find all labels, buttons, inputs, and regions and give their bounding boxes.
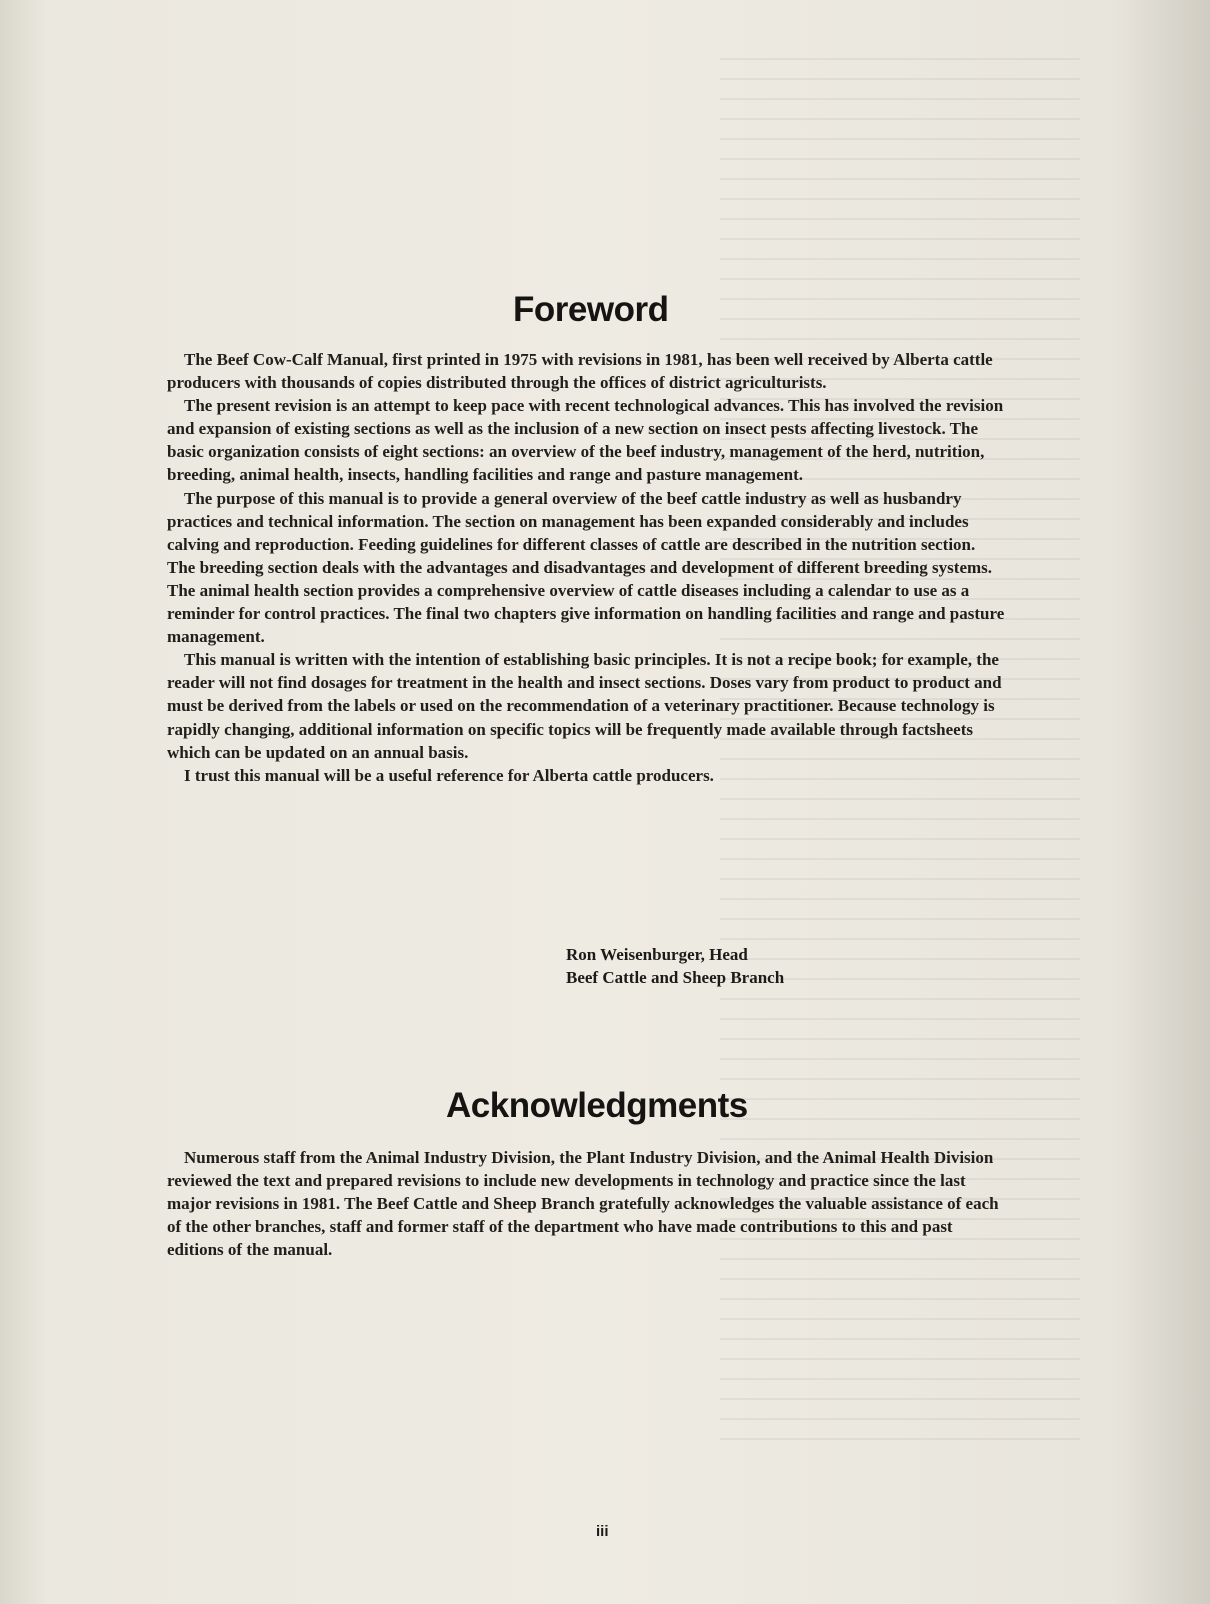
foreword-paragraph: The present revision is an attempt to keep pace with recent technological advances. This has involved the revision and expansion of existing sections as well as the inclusion of a new section on insect pests affecting livestock. The basic organization consists of eight sections: an overview of the beef industry, management of the herd, nutrition, breeding, animal health, insects, handling facilities and range and pasture management. bbox=[167, 396, 1004, 485]
foreword-body bbox=[167, 348, 1007, 787]
foreword-paragraph: The Beef Cow-Calf Manual, first printed in 1975 with revisions in 1981, has been well received by Alberta cattle producers with thousands of copies distributed through the offices of district agriculturists. bbox=[167, 350, 993, 393]
acknowledgments-body bbox=[167, 1146, 1007, 1261]
signature-name: Ron Weisenburger, Head bbox=[566, 945, 748, 964]
acknowledgments-paragraph: Numerous staff from the Animal Industry Division, the Plant Industry Division, and the Animal Health Division reviewed the text and prepared revisions to include new developments in technology and practice since the last major revisions in 1981. The Beef Cattle and Sheep Branch gratefully acknowledges the valuable assistance of each of the other branches, staff and former staff of the department who have made contributions to this and past editions of the manual. bbox=[167, 1148, 999, 1260]
page-number: iii bbox=[596, 1523, 609, 1540]
foreword-paragraph: I trust this manual will be a useful reference for Alberta cattle producers. bbox=[184, 765, 714, 785]
foreword-heading: Foreword bbox=[513, 290, 669, 329]
foreword-paragraph: The purpose of this manual is to provide a general overview of the beef cattle industry as well as husbandry practices and technical information. The section on management has been expanded considerably and includes calving and reproduction. Feeding guidelines for different classes of cattle are described in the nutrition section. The breeding section deals with the advantages and disadvantages and development of different breeding systems. The animal health section provides a comprehensive overview of cattle diseases including a calendar to use as a reminder for control practices. The final two chapters give information on handling facilities and range and pasture management. bbox=[167, 488, 1005, 647]
acknowledgments-heading: Acknowledgments bbox=[446, 1086, 748, 1125]
signature-block bbox=[566, 943, 784, 989]
signature-title: Beef Cattle and Sheep Branch bbox=[566, 968, 785, 987]
foreword-paragraph: This manual is written with the intention of establishing basic principles. It is not a recipe book; for example, the reader will not find dosages for treatment in the health and insect sections. Doses vary from product to product and must be derived from the labels or used on the recommendation of a veterinary practitioner. Because technology is rapidly changing, additional information on specific topics will be frequently made available through factsheets which can be updated on an annual basis. bbox=[167, 650, 1002, 762]
